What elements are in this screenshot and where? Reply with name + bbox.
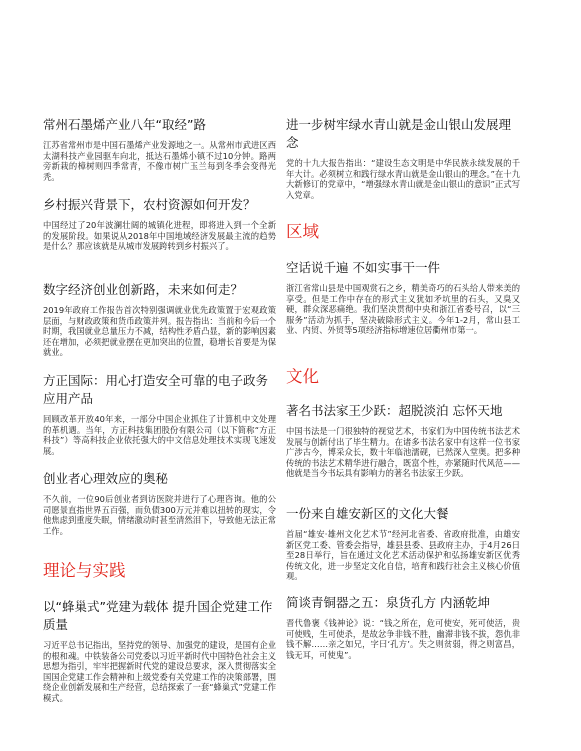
article-summary: 晋代鲁褒《钱神论》说：“钱之所在，危可使安，死可使活，贵可使贱，生可使杀，是故忿争非钱不胜，幽滞非钱不拔，怨仇非钱不解……亲之如兄，字曰‘孔方’。失之则贫弱，得之则富昌，钱无耳，可使鬼”。: [286, 618, 520, 660]
section-region[interactable]: 区域: [286, 222, 319, 241]
article-summary: 2019年政府工作报告首次特别强调就业优先政策置于宏观政策层面，与财政政策和货币政策并列。报告指出：当前和今后一个时期，我国就业总量压力不减，结构性矛盾凸显，新的影响因素还在增加，必须把就业摆在更加突出的位置，稳增长首要是为保就业。: [43, 305, 276, 358]
article-title[interactable]: 进一步树牢绿水青山就是金山银山发展理念: [286, 117, 512, 150]
section-culture[interactable]: 文化: [286, 367, 319, 386]
article-summary: 不久前，一位90后创业者到访医院并进行了心理咨询。他的公司愿景直指世界五百强，而负债300万元并难以扭转的现实，令他焦虑到重度失眠，情绪激动时甚至清然泪下，导致他无法正常工作。: [43, 494, 276, 536]
article-title[interactable]: 乡村振兴背景下，农村资源如何开发？: [43, 197, 256, 212]
article-summary: 江苏省常州市是中国石墨烯产业发源地之一。从常州市武进区西太湖科技产业园驱车向北，抵达石墨烯小镇不过10分钟。路两旁新栽的樟树则四季常青，不像市树广玉兰每到冬季会变得光秃。: [43, 140, 276, 182]
article-beehive-party-building[interactable]: [43, 598, 276, 704]
article-summary: 中国书法是一门很独特的视觉艺术，书家们为中国传统书法艺术发展与创新付出了毕生精力。在诸多书法名家中有这样一位书家广涉古今，博采众长，数十年临池濡砚，已然深入堂奥。把多种传统的书法艺术精华进行融合，既富个性，亦紧随时代风范——他就是当今书坛具有影响力的著名书法家王少跃。: [286, 426, 520, 479]
article-bronze-coins[interactable]: [286, 594, 520, 660]
article-changshan[interactable]: [286, 259, 520, 336]
article-title[interactable]: 数字经济创业创新路，未来如何走？: [43, 282, 244, 297]
article-title[interactable]: 创业者心理效应的奥秘: [43, 471, 169, 486]
article-graphene[interactable]: [43, 116, 276, 182]
article-title[interactable]: 方正国际：用心打造安全可靠的电子政务应用产品: [43, 373, 269, 406]
article-title[interactable]: 常州石墨烯产业八年“取经”路: [43, 117, 206, 132]
article-summary: 中国经过了20年波澜壮阔的城镇化进程，即将进入到一个全新的发展阶段。如果说从2018年中国地域经济发展最主流的趋势是什么？那应该就是从城市发展跨转到乡村振兴了。: [43, 220, 276, 252]
article-title[interactable]: 一份来自雄安新区的文化大餐: [286, 506, 449, 521]
article-summary: 浙江省常山县是中国观赏石之乡，精美奇巧的石头给人带来美的享受。但是工作中存在的形式主义犹如矛坑里的石头，又臭又硬，群众深恶痛绝。我们坚决贯彻中央和浙江省委号召，以“三服务”活动为抓手，坚决破除形式主义。今年1-2月，常山县工业、内贸、外贸等5项经济指标增速位居衢州市第一。: [286, 283, 520, 336]
article-calligrapher[interactable]: [286, 402, 520, 479]
article-xiongan-culture[interactable]: [286, 505, 520, 582]
article-entrepreneur-psychology[interactable]: [43, 470, 276, 536]
article-founder-intl[interactable]: [43, 372, 276, 456]
article-green-mountains[interactable]: [286, 116, 520, 200]
article-rural-revival[interactable]: [43, 196, 276, 252]
article-title[interactable]: 著名书法家王少跃：超脱淡泊 忘怀天地: [286, 403, 503, 418]
article-title[interactable]: 以“蜂巢式”党建为载体 提升国企党建工作质量: [43, 599, 273, 632]
article-summary: 首届“雄安·雄州文化艺术节”经河北省委、省政府批准，由雄安新区党工委、管委会指导，雄县县委、县政府主办，于4月26日至28日举行，旨在通过文化艺术活动保护和弘扬雄安新区优秀传统文化，进一步坚定文化自信，培育和践行社会主义核心价值观。: [286, 529, 520, 582]
section-theory-practice[interactable]: 理论与实践: [43, 561, 126, 580]
article-summary: 回顾改革开放40年来，一部分中国企业抓住了计算机中文处理的革机遇。当年，方正科技集团股份有限公司（以下简称“方正科技”）等高科技企业依托强大的中文信息处理技术实现飞速发展。: [43, 414, 276, 456]
article-summary: 习近平总书记指出，坚持党的领导、加强党的建设，是国有企业的根和魂。中铁装备公司党委以习近平新时代中国特色社会主义思想为指引，牢牢把握新时代党的建设总要求，深入贯彻落实全国国企党建工作会精神和上级党委有关党建工作的决策部署，围绕企业创新发展和生产经营，总结探索了一套“蜂巢式”党建工作模式。: [43, 640, 276, 703]
article-digital-economy[interactable]: [43, 281, 276, 358]
article-summary: 党的十九大报告指出：“建设生态文明是中华民族永续发展的千年大计。必须树立和践行绿水青山就是金山银山的理念。”在十九大新修订的党章中，“增强绿水青山就是金山银山的意识”正式写入党章。: [286, 158, 520, 200]
article-title[interactable]: 空话说千遍 不如实事干一件: [286, 260, 440, 275]
article-title[interactable]: 简谈青铜器之五：泉货孔方 内涵乾坤: [286, 595, 490, 610]
